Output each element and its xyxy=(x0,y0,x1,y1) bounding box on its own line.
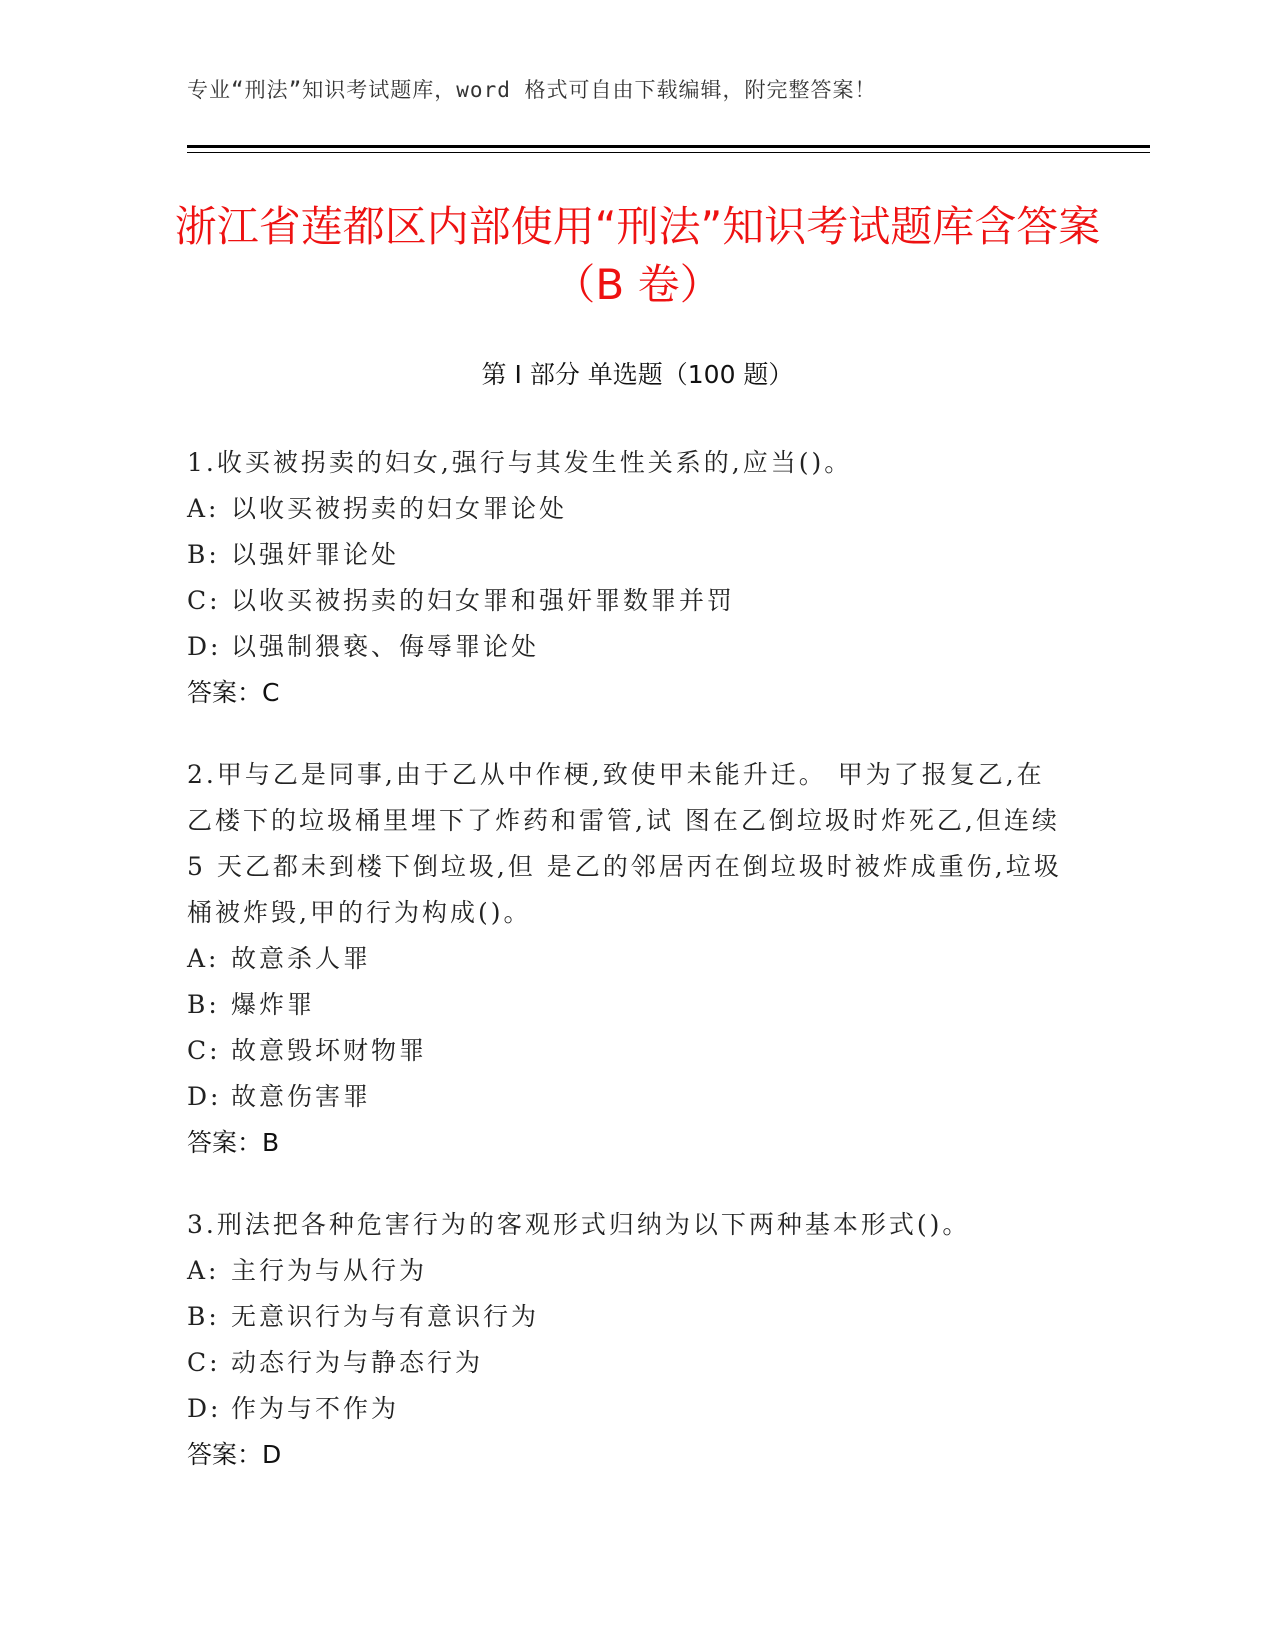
option-text: 故意毁坏财物罪 xyxy=(231,1036,428,1065)
option-text: 无意识行为与有意识行为 xyxy=(231,1302,540,1331)
option-letter: B: xyxy=(187,540,220,569)
option-text: 以强奸罪论处 xyxy=(231,540,400,569)
option-text: 动态行为与静态行为 xyxy=(231,1348,484,1377)
answer-line: 答案：D xyxy=(187,1440,282,1469)
option-a xyxy=(187,936,1067,982)
option-text: 以收买被拐卖的妇女罪和强奸罪数罪并罚 xyxy=(231,586,736,615)
question-list xyxy=(187,440,1067,1514)
option-text: 作为与不作为 xyxy=(231,1394,400,1423)
option-letter: B: xyxy=(187,1302,220,1331)
option-d xyxy=(187,1386,1067,1432)
question-1 xyxy=(187,440,1067,716)
question-3 xyxy=(187,1202,1067,1478)
question-stem: 3.刑法把各种危害行为的客观形式归纳为以下两种基本形式()。 xyxy=(187,1210,971,1239)
option-letter: B: xyxy=(187,990,220,1019)
option-letter: C: xyxy=(187,586,221,615)
option-letter: D: xyxy=(187,1082,222,1111)
option-text: 以强制猥亵、侮辱罪论处 xyxy=(231,632,540,661)
header-note: 专业“刑法”知识考试题库，word 格式可自由下载编辑，附完整答案！ xyxy=(187,78,877,102)
document-title: 浙江省莲都区内部使用“刑法”知识考试题库含答案（B 卷） xyxy=(174,202,1101,309)
option-letter: C: xyxy=(187,1348,221,1377)
option-letter: D: xyxy=(187,632,222,661)
option-letter: A: xyxy=(187,494,220,523)
option-c xyxy=(187,1028,1067,1074)
option-text: 故意伤害罪 xyxy=(231,1082,372,1111)
option-c xyxy=(187,578,1067,624)
question-2 xyxy=(187,752,1067,1166)
option-b xyxy=(187,982,1067,1028)
question-stem: 1.收买被拐卖的妇女,强行与其发生性关系的,应当()。 xyxy=(187,448,853,477)
question-stem: 2.甲与乙是同事,由于乙从中作梗,致使甲未能升迁。 甲为了报复乙,在乙楼下的垃圾桶里埋下了炸药和雷管,试 图在乙倒垃圾时炸死乙,但连续 5 天乙都未到楼下倒垃圾,但 是乙的邻居丙在倒垃圾时被炸成重伤,垃圾桶被炸毁,甲的行为构成()。 xyxy=(187,760,1062,927)
answer-line: 答案：C xyxy=(187,678,280,707)
option-d xyxy=(187,1074,1067,1120)
option-b xyxy=(187,1294,1067,1340)
option-letter: D: xyxy=(187,1394,222,1423)
header-rule-thick xyxy=(187,145,1150,148)
option-letter: C: xyxy=(187,1036,221,1065)
header-rule-thin xyxy=(187,152,1150,153)
option-text: 故意杀人罪 xyxy=(231,944,372,973)
option-b xyxy=(187,532,1067,578)
option-letter: A: xyxy=(187,944,220,973)
option-a xyxy=(187,1248,1067,1294)
option-a xyxy=(187,486,1067,532)
option-text: 爆炸罪 xyxy=(231,990,316,1019)
option-c xyxy=(187,1340,1067,1386)
option-d xyxy=(187,624,1067,670)
option-letter: A: xyxy=(187,1256,220,1285)
answer-line: 答案：B xyxy=(187,1128,280,1157)
section-title: 第 I 部分 单选题（100 题） xyxy=(481,360,794,389)
option-text: 以收买被拐卖的妇女罪论处 xyxy=(231,494,568,523)
option-text: 主行为与从行为 xyxy=(231,1256,428,1285)
